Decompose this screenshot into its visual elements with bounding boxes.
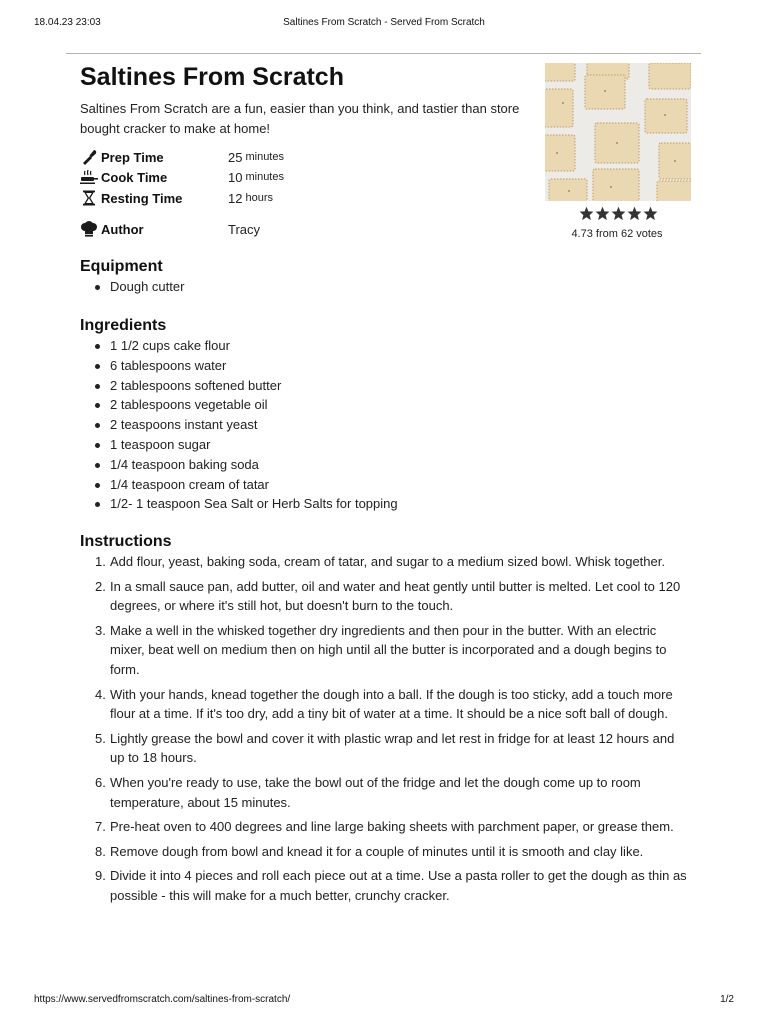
author-row — [80, 219, 260, 239]
ingredient-item: 1/2- 1 teaspoon Sea Salt or Herb Salts for topping — [80, 494, 398, 514]
rating-summary: 4.73 from 62 votes — [571, 228, 663, 240]
instruction-step — [80, 685, 692, 724]
step-text: Remove dough from bowl and knead it for a couple of minutes until it is smooth and clay like. — [110, 843, 644, 859]
ingredient-item: 2 tablespoons softened butter — [80, 376, 398, 396]
star-icon[interactable] — [643, 206, 658, 221]
step-number: 1. — [95, 554, 106, 569]
step-text: Add flour, yeast, baking soda, cream of tatar, and sugar to a medium sized bowl. Whisk together. — [110, 554, 665, 569]
star-icon[interactable] — [611, 206, 626, 221]
step-text: Pre-heat oven to 400 degrees and line large baking sheets with parchment paper, or grease them. — [110, 819, 674, 835]
recipe-summary: Saltines From Scratch are a fun, easier than you think, and tastier than store bought cracker to make at home! — [80, 101, 520, 136]
step-number: 9. — [95, 868, 106, 884]
step-text: Lightly grease the bowl and cover it with plastic wrap and let rest in fridge for at least 12 hours and up to 18 hours. — [110, 730, 675, 766]
star-icon[interactable] — [595, 206, 610, 221]
step-number: 2. — [95, 578, 106, 594]
page-url[interactable]: https://www.servedfromscratch.com/saltines-from-scratch/ — [34, 994, 291, 1005]
ingredients-heading: Ingredients — [80, 317, 167, 334]
cook-time-label: Cook Time — [101, 169, 168, 185]
author-value: Tracy — [228, 221, 261, 237]
instruction-step — [80, 729, 692, 768]
resting-time-row — [80, 188, 273, 208]
print-page-title: Saltines From Scratch - Served From Scratch — [283, 17, 485, 28]
instructions-heading: Instructions — [80, 533, 172, 550]
resting-time-unit: hours — [245, 192, 273, 204]
recipe-image — [545, 63, 691, 201]
instruction-step — [80, 773, 692, 812]
ingredient-item: 2 teaspoons instant yeast — [80, 415, 398, 435]
step-number: 5. — [95, 730, 106, 746]
page-number: 1/2 — [720, 994, 734, 1005]
equipment-item: Dough cutter — [80, 277, 184, 297]
step-text: Make a well in the whisked together dry ingredients and then pour in the butter. With an electric mixer, beat well on medium then on high until all the butter is incorporated and a dough begins to form. — [110, 622, 667, 677]
step-text: When you're ready to use, take the bowl out of the fridge and let the dough come up to room temperature, about 15 minutes. — [110, 774, 641, 810]
ingredient-item: 1/4 teaspoon baking soda — [80, 455, 398, 475]
chef-hat-icon — [80, 220, 98, 238]
resting-time-label: Resting Time — [101, 190, 183, 206]
star-icon[interactable] — [627, 206, 642, 221]
star-icon[interactable] — [579, 206, 594, 221]
hourglass-icon — [80, 189, 98, 207]
step-number: 3. — [95, 622, 106, 638]
equipment-list — [80, 277, 184, 297]
knife-icon — [80, 148, 98, 166]
instructions-list — [80, 552, 692, 911]
instruction-step — [80, 842, 692, 862]
ingredient-item: 2 tablespoons vegetable oil — [80, 395, 398, 415]
cook-time-row — [80, 167, 284, 187]
header-divider — [66, 53, 701, 54]
instruction-step — [80, 817, 692, 837]
instruction-step — [80, 552, 692, 572]
prep-time-unit: minutes — [245, 151, 284, 163]
pan-icon — [80, 168, 98, 186]
instruction-step — [80, 866, 692, 905]
print-timestamp: 18.04.23 23:03 — [34, 17, 101, 28]
cook-time-value: 10 — [228, 169, 243, 185]
instruction-step — [80, 577, 692, 616]
step-number: 7. — [95, 819, 106, 835]
prep-time-value: 25 — [228, 149, 243, 165]
author-label: Author — [101, 221, 144, 237]
equipment-heading: Equipment — [80, 258, 163, 275]
ingredient-item: 1 1/2 cups cake flour — [80, 336, 398, 356]
step-text: In a small sauce pan, add butter, oil and water and heat gently until butter is melted. Let cool to 120 degrees, or where it's still hot, but doesn't burn to the touch. — [110, 578, 681, 614]
step-number: 8. — [95, 843, 106, 859]
resting-time-value: 12 — [228, 190, 243, 206]
step-number: 6. — [95, 774, 106, 790]
ingredient-item: 1/4 teaspoon cream of tatar — [80, 475, 398, 495]
prep-time-row — [80, 147, 284, 167]
recipe-title: Saltines From Scratch — [80, 63, 344, 91]
ingredient-item: 6 tablespoons water — [80, 356, 398, 376]
prep-time-label: Prep Time — [101, 149, 164, 165]
step-number: 4. — [95, 686, 106, 702]
ingredients-list — [80, 336, 398, 514]
cook-time-unit: minutes — [245, 171, 284, 183]
step-text: With your hands, knead together the dough into a ball. If the dough is too sticky, add a touch more flour at a time. If it's too dry, add a tiny bit of water at a time. It should be a nice soft ball of dough. — [110, 686, 673, 722]
instruction-step — [80, 621, 692, 680]
ingredient-item: 1 teaspoon sugar — [80, 435, 398, 455]
rating-stars[interactable] — [579, 206, 658, 221]
step-text: Divide it into 4 pieces and roll each piece out at a time. Use a pasta roller to get the dough as thin as possible - this will make for a much better, crunchy cracker. — [110, 868, 687, 903]
